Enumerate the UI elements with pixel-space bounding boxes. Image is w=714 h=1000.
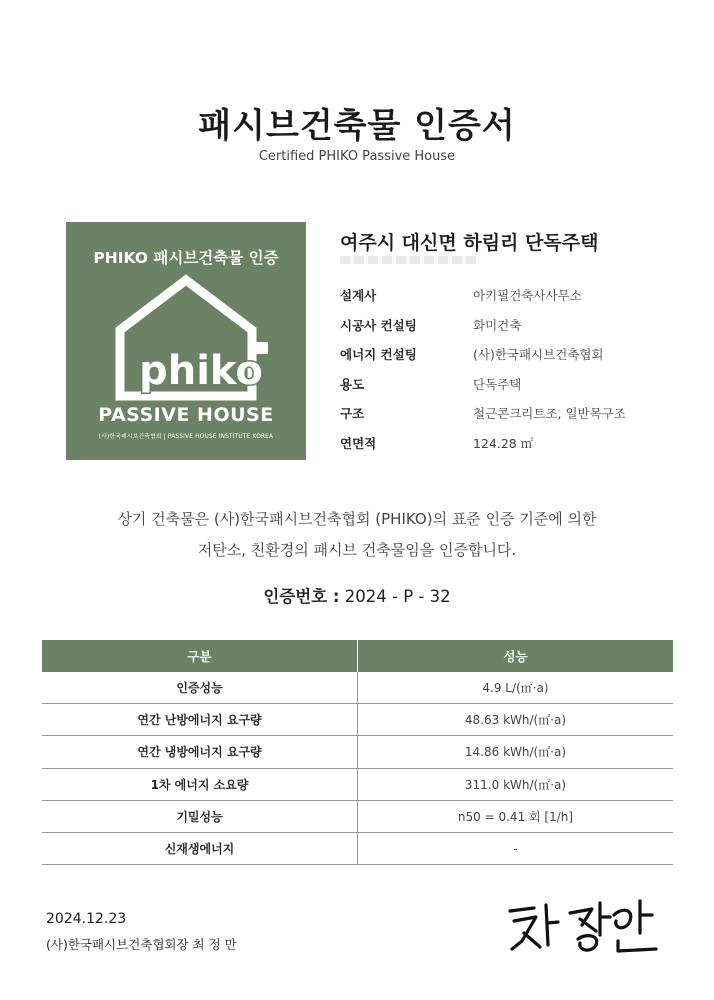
info-label: 구조 [340,406,365,421]
info-value: 철근콘크리트조, 일반목구조 [473,406,626,421]
logo-sub-text: (사)한국패시브건축협회 | PASSIVE HOUSE INSTITUTE KOREA [98,434,274,440]
info-label: 설계사 [340,288,377,303]
cert-number-value: 2024 - P - 32 [344,587,451,606]
info-value: 화미건축 [473,317,522,333]
table-row [42,768,673,800]
table-row [42,672,673,704]
row-item: 신재생에너지 [42,832,358,864]
row-value: n50 = 0.41 회 [1/h] [358,800,674,832]
signature-icon [500,895,665,955]
page-subtitle: Certified PHIKO Passive House [258,149,456,164]
row-value: 48.63 kWh/(㎡·a) [358,704,674,736]
info-label: 연면적 [340,435,377,451]
info-label: 용도 [340,376,365,392]
statement-line: 상기 건축물은 (사)한국패시브건축협회 (PHIKO)의 표준 인증 기준에 의한 [117,510,597,528]
issue-date: 2024.12.23 [46,911,127,927]
logo-wordmark: PASSIVE HOUSE [98,404,274,426]
info-value: 아키필건축사사무소 [473,288,582,303]
phiko-logo [66,222,306,460]
row-item: 연간 난방에너지 요구량 [42,704,358,736]
table-header-row [42,640,673,672]
issuer-name: (사)한국패시브건축협회장 최 정 만 [46,937,237,952]
statement-line: 저탄소, 친환경의 패시브 건축물임을 인증합니다. [197,541,517,559]
info-value: 단독주택 [473,376,522,392]
certificate-number [0,583,714,607]
info-label: 에너지 컨설팅 [340,347,417,362]
house-outline-icon [106,274,276,404]
table-row [42,832,673,864]
table-row [42,800,673,832]
logo-brand-text: phiko [139,348,263,394]
cert-number-label: 인증번호 : [263,587,340,606]
row-value: - [358,832,674,864]
row-item: 1차 에너지 소요량 [42,768,358,800]
header-performance: 성능 [358,640,674,672]
performance-table [42,640,673,865]
table-row [42,736,673,768]
info-value: (사)한국패시브건축협회 [473,347,604,362]
logo-top-text: PHIKO 패시브건축물 인증 [93,249,279,267]
info-label: 시공사 컨설팅 [340,317,417,333]
header-category: 구분 [42,640,358,672]
row-value: 4.9 L/(㎡·a) [358,672,674,704]
certification-statement [0,504,714,566]
row-value: 14.86 kWh/(㎡·a) [358,736,674,768]
table-row [42,704,673,736]
info-value: 124.28 ㎡ [473,435,534,451]
row-value: 311.0 kWh/(㎡·a) [358,768,674,800]
building-name: 여주시 대신면 하림리 단독주택 [340,232,599,254]
row-item: 연간 냉방에너지 요구량 [42,736,358,768]
faint-caption [340,256,480,264]
page-title: 패시브건축물 인증서 [198,106,516,146]
row-item: 기밀성능 [42,800,358,832]
row-item: 인증성능 [42,672,358,704]
